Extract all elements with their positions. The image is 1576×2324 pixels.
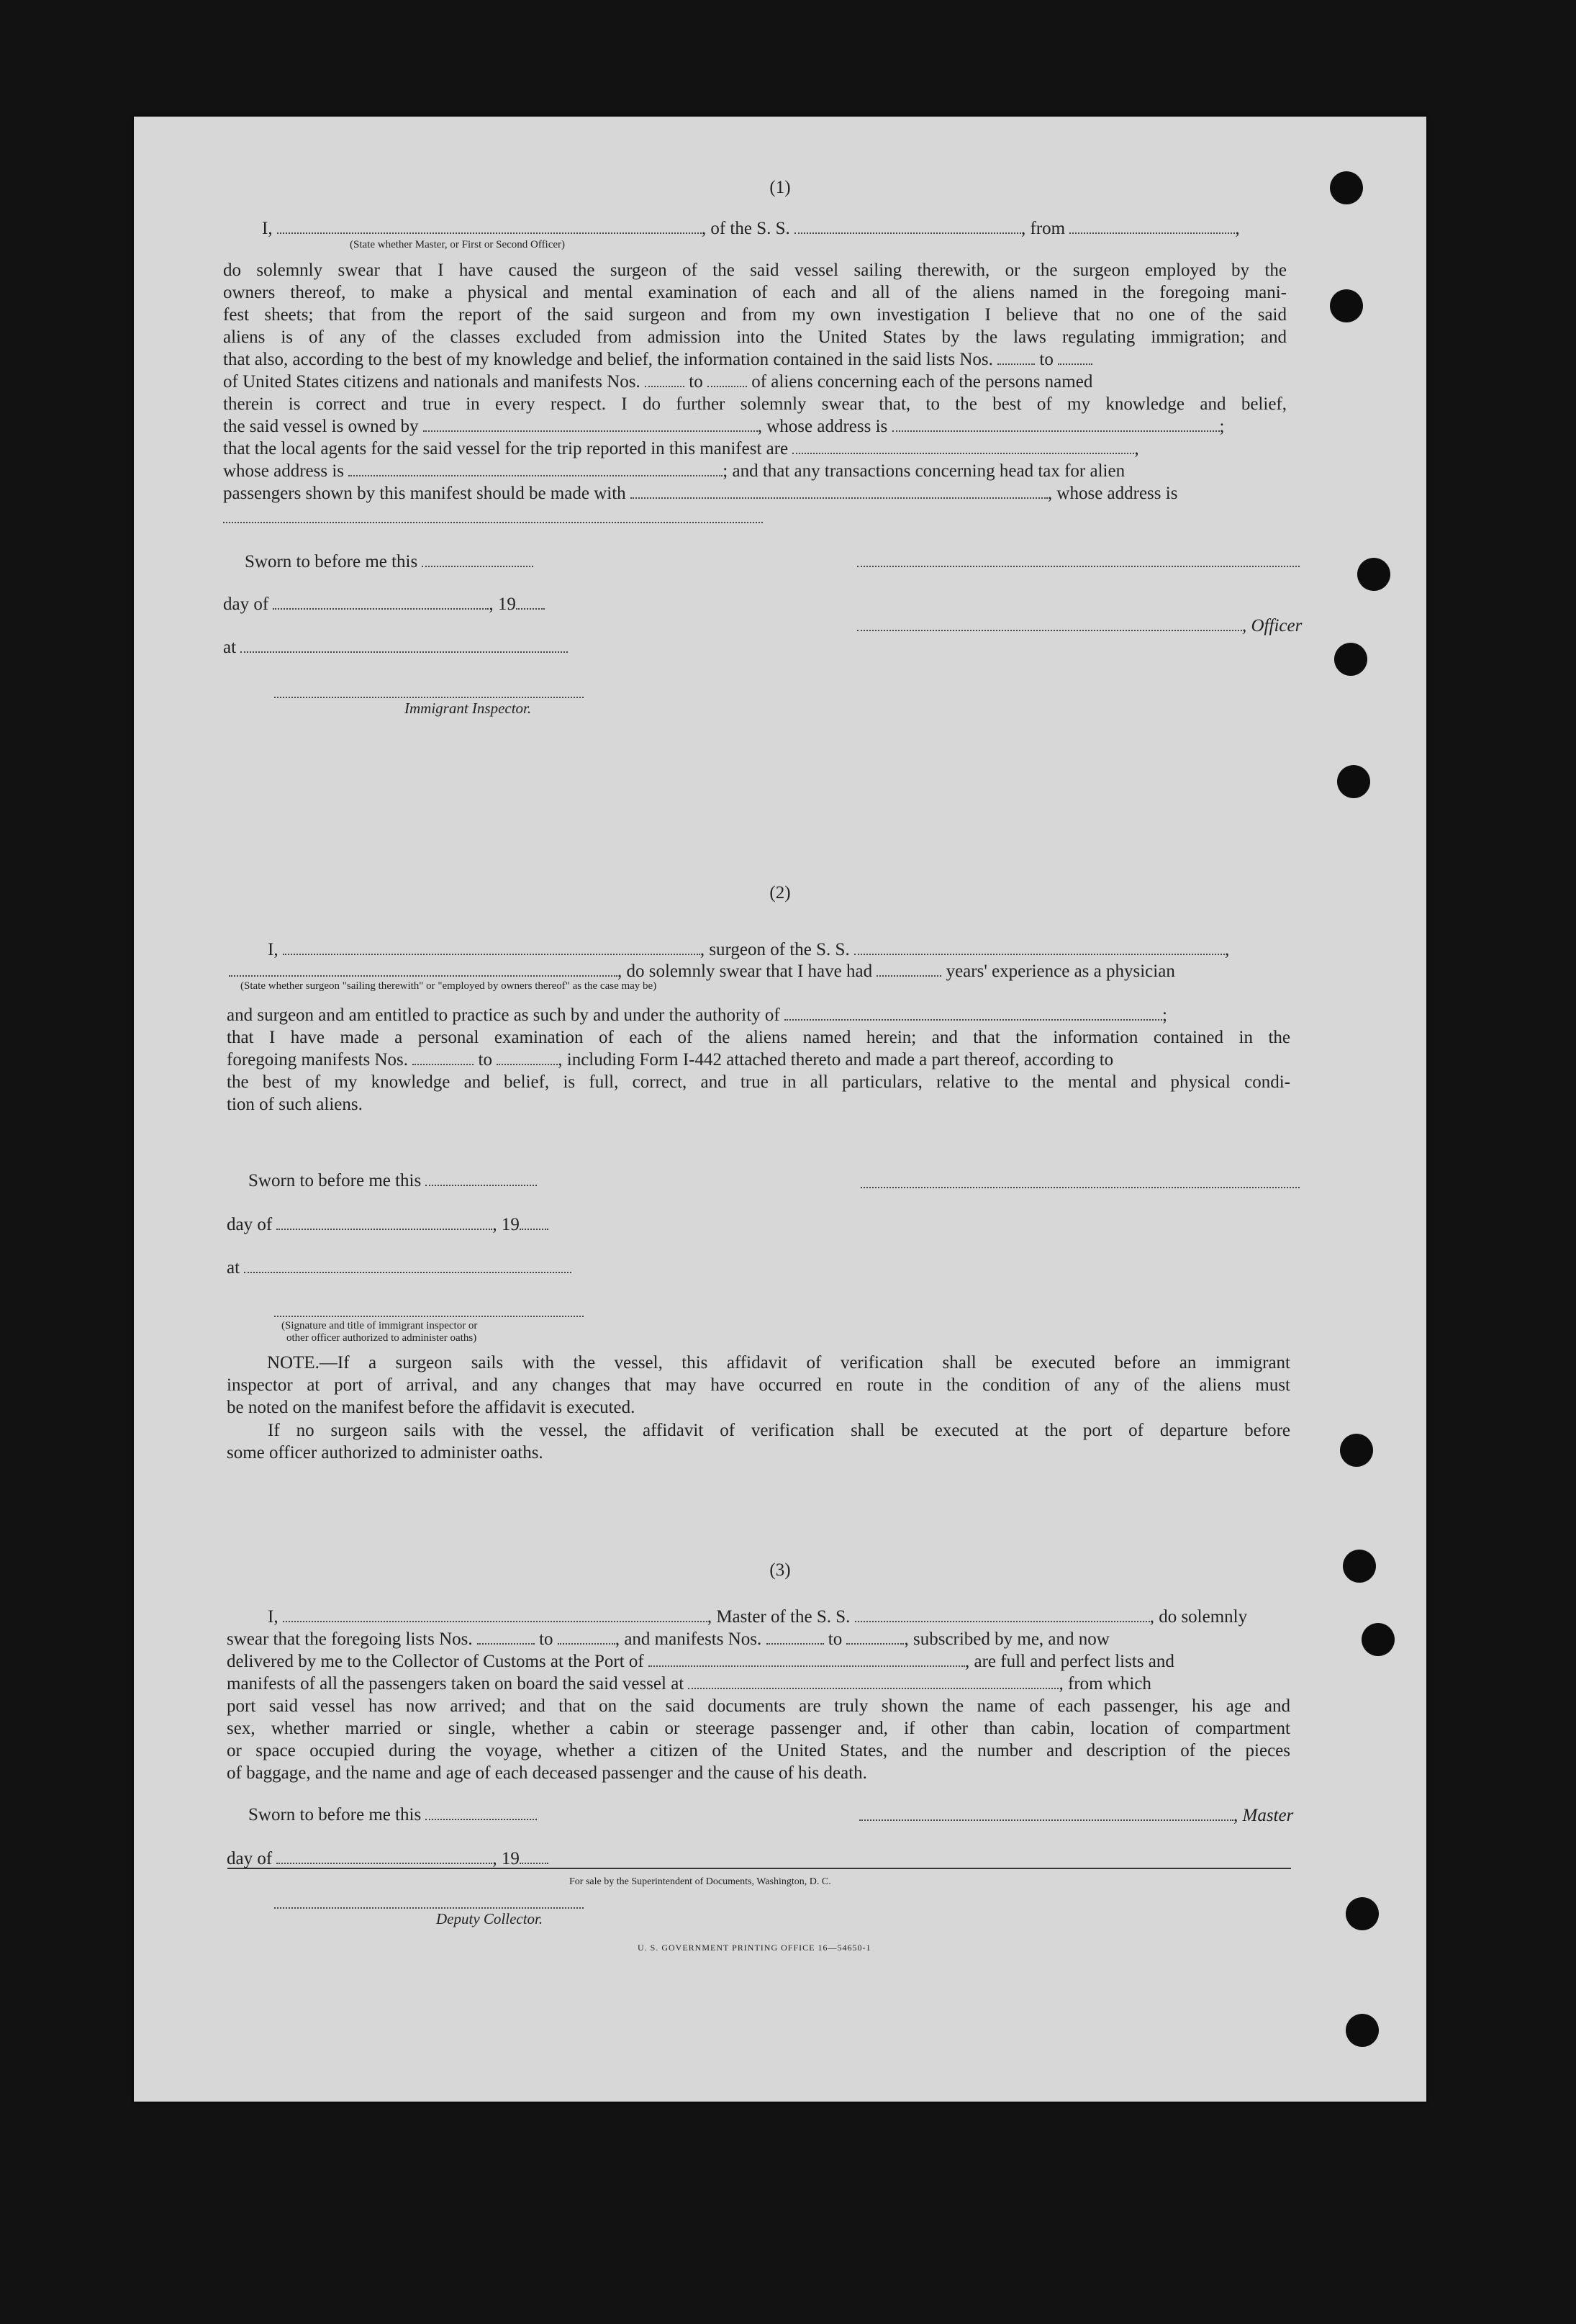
s2-inspector-signature-line[interactable] bbox=[274, 1316, 584, 1317]
s2-day-field[interactable] bbox=[276, 1214, 492, 1230]
s3-collector-caption: Deputy Collector. bbox=[436, 1910, 543, 1927]
s3-master-signature-field[interactable] bbox=[859, 1805, 1233, 1821]
s3-sworn: Sworn to before me this bbox=[248, 1804, 537, 1826]
s2-caption: (State whether surgeon "sailing therewith" or "employed by owners thereof" as the case may be) bbox=[240, 980, 657, 992]
agents-address-field[interactable] bbox=[348, 461, 723, 476]
s1-body-2: owners thereof, to make a physical and mental examination of each and all of the aliens named in the foregoing mani- bbox=[223, 283, 1287, 302]
form-bottom-rule bbox=[227, 1868, 1291, 1869]
binder-hole-5 bbox=[1337, 765, 1370, 798]
binder-hole-9 bbox=[1346, 1897, 1379, 1930]
s3-boarding-port-field[interactable] bbox=[688, 1673, 1059, 1689]
s3-body-1: port said vessel has now arrived; and that on the said documents are truly shown the name of each passenger, his age and bbox=[227, 1696, 1290, 1716]
binder-hole-6 bbox=[1340, 1434, 1373, 1467]
head-tax-address-field[interactable] bbox=[223, 522, 763, 523]
s3-sworn-date-field[interactable] bbox=[425, 1804, 537, 1820]
s3-port-field[interactable] bbox=[648, 1651, 965, 1667]
s1-officer-signature-line[interactable] bbox=[857, 566, 1300, 567]
s2-sigcap-1: (Signature and title of immigrant inspector or bbox=[281, 1320, 478, 1331]
s1-caption: (State whether Master, or First or Second Officer) bbox=[350, 239, 566, 250]
s2-note-1: NOTE.—If a surgeon sails with the vessel, this affidavit of verification shall be executed before an immigrant bbox=[267, 1353, 1290, 1373]
owner-address-field[interactable] bbox=[892, 416, 1220, 432]
section-3-number: (3) bbox=[769, 1560, 791, 1580]
s1-body-10: whose address is ; and that any transactions concerning head tax for alien bbox=[223, 461, 1126, 481]
s2-note-3: be noted on the manifest before the affidavit is executed. bbox=[227, 1398, 635, 1417]
s2-line-6: the best of my knowledge and belief, is full, correct, and true in all particulars, relative to the mental and physical condi- bbox=[227, 1072, 1290, 1092]
s3-collector-signature-line[interactable] bbox=[274, 1907, 584, 1909]
s1-body-1: do solemnly swear that I have caused the surgeon of the said vessel sailing therewith, or the surgeon employed by the bbox=[223, 261, 1287, 280]
s2-note-2: inspector at port of arrival, and any changes that may have occurred en route in the condition of any of the aliens must bbox=[227, 1375, 1290, 1395]
s3-line-1: I, , Master of the S. S. , do solemnly bbox=[268, 1607, 1248, 1627]
s1-body-5: that also, according to the best of my knowledge and belief, the information contained in the said lists Nos. to bbox=[223, 348, 1092, 371]
s2-line-5: foregoing manifests Nos. to , including Form I-442 attached thereto and made a part thereof, according to bbox=[227, 1050, 1114, 1070]
surgeon-name-field[interactable] bbox=[283, 939, 700, 955]
s3-manifests-to-field[interactable] bbox=[846, 1629, 904, 1645]
officer-name-field[interactable] bbox=[277, 218, 702, 234]
s1-body-6: of United States citizens and nationals and manifests Nos. to of aliens concerning each of the persons named bbox=[223, 372, 1093, 392]
sale-notice: For sale by the Superintendent of Documents, Washington, D. C. bbox=[569, 1876, 831, 1887]
manifests-to-field[interactable] bbox=[707, 371, 747, 387]
s1-body-8: the said vessel is owned by , whose address is ; bbox=[223, 417, 1225, 436]
s2-line-4: that I have made a personal examination of each of the aliens named herein; and that the information contained in the bbox=[227, 1028, 1290, 1047]
s1-officer-line: , Officer bbox=[857, 615, 1302, 637]
from-port-field[interactable] bbox=[1069, 218, 1235, 234]
s2-manifests-to-field[interactable] bbox=[497, 1049, 558, 1065]
binder-hole-4 bbox=[1334, 643, 1367, 676]
s2-manifests-from-field[interactable] bbox=[412, 1049, 474, 1065]
s1-body-11: passengers shown by this manifest should be made with , whose address is bbox=[223, 484, 1178, 503]
s2-note-4: If no surgeon sails with the vessel, the affidavit of verification shall be executed at the port of departure before bbox=[268, 1421, 1290, 1440]
s3-lists-to-field[interactable] bbox=[558, 1629, 615, 1645]
s2-surgeon-signature-line[interactable] bbox=[861, 1187, 1300, 1188]
s3-body-4: of baggage, and the name and age of each deceased passenger and the cause of his death. bbox=[227, 1763, 867, 1783]
s1-officer-title-field[interactable] bbox=[857, 615, 1242, 631]
s3-day: day of , 19 bbox=[227, 1848, 548, 1870]
s1-body-7: therein is correct and true in every respect. I do further solemnly swear that, to the best of my knowledge and belief, bbox=[223, 394, 1287, 414]
s1-at: at bbox=[223, 636, 568, 659]
local-agents-field[interactable] bbox=[792, 438, 1134, 454]
vessel-owner-field[interactable] bbox=[423, 416, 758, 432]
s2-day: day of , 19 bbox=[227, 1213, 548, 1236]
years-experience-field[interactable] bbox=[877, 961, 941, 977]
lists-to-field[interactable] bbox=[1058, 349, 1092, 365]
s1-body-9: that the local agents for the said vessel for the trip reported in this manifest are , bbox=[223, 439, 1139, 458]
s3-manifests-from-field[interactable] bbox=[766, 1629, 824, 1645]
binder-hole-3 bbox=[1357, 558, 1390, 591]
manifests-from-field[interactable] bbox=[645, 371, 684, 387]
s1-day: day of , 19 bbox=[223, 593, 545, 615]
s2-note-5: some officer authorized to administer oaths. bbox=[227, 1443, 543, 1462]
s3-day-field[interactable] bbox=[276, 1848, 492, 1864]
s2-sworn-date-field[interactable] bbox=[425, 1170, 537, 1186]
s2-at: at bbox=[227, 1257, 571, 1279]
s2-sworn-text: Sworn to before me this bbox=[248, 1170, 537, 1192]
s3-lists-from-field[interactable] bbox=[477, 1629, 535, 1645]
s2-place-field[interactable] bbox=[244, 1257, 571, 1273]
s2-line-7: tion of such aliens. bbox=[227, 1095, 363, 1114]
s2-line-1b: I, , surgeon of the S. S. , bbox=[268, 940, 1230, 959]
binder-hole-10 bbox=[1346, 2014, 1379, 2047]
s3-vessel-field[interactable] bbox=[855, 1606, 1150, 1622]
s3-body-2: sex, whether married or single, whether a cabin or steerage passenger and, if other than cabin, location of compartment bbox=[227, 1719, 1290, 1738]
s1-body-3: fest sheets; that from the report of the said surgeon and from my own investigation I believe that no one of the said bbox=[223, 305, 1287, 325]
s3-body-3: or space occupied during the voyage, whether a citizen of the United States, and the number and description of the pieces bbox=[227, 1741, 1290, 1760]
s3-line-3: delivered by me to the Collector of Customs at the Port of , are full and perfect lists and bbox=[227, 1652, 1174, 1671]
gpo-imprint: U. S. GOVERNMENT PRINTING OFFICE 16—54650-1 bbox=[638, 1943, 871, 1953]
binder-hole-2 bbox=[1330, 289, 1363, 322]
s1-day-field[interactable] bbox=[273, 594, 489, 610]
s1-sworn: Sworn to before me this bbox=[245, 551, 533, 573]
s2-line-3: and surgeon and am entitled to practice as such by and under the authority of ; bbox=[227, 1005, 1167, 1025]
section-1-number: (1) bbox=[769, 178, 791, 197]
s1-line-1: I, , of the S. S. , from , bbox=[262, 219, 1240, 238]
manifest-back-sheet bbox=[134, 117, 1426, 2102]
s1-place-field[interactable] bbox=[240, 637, 568, 653]
s1-body-4: aliens is of any of the classes excluded from admission into the United States by the laws regulating immigration; and bbox=[223, 327, 1287, 347]
s2-vessel-field[interactable] bbox=[854, 939, 1225, 955]
s1-year-field[interactable] bbox=[516, 594, 545, 610]
s3-year-field[interactable] bbox=[520, 1848, 548, 1864]
s3-line-2: swear that the foregoing lists Nos. to , and manifests Nos. to , subscribed by me, and now bbox=[227, 1629, 1110, 1649]
s3-line-4: manifests of all the passengers taken on board the said vessel at , from which bbox=[227, 1674, 1151, 1694]
s3-master-line: , Master bbox=[859, 1804, 1293, 1827]
head-tax-contact-field[interactable] bbox=[630, 483, 1048, 499]
binder-hole-8 bbox=[1362, 1623, 1395, 1656]
s1-inspector-signature-line[interactable] bbox=[274, 697, 584, 698]
vessel-name-field[interactable] bbox=[794, 218, 1021, 234]
s1-sworn-date-field[interactable] bbox=[422, 551, 533, 567]
s1-inspector-caption: Immigrant Inspector. bbox=[404, 700, 532, 717]
s3-master-name-field[interactable] bbox=[283, 1606, 707, 1622]
s2-line-2: , do solemnly swear that I have had years' experience as a physician bbox=[229, 960, 1175, 982]
section-2-number: (2) bbox=[769, 883, 791, 903]
surgeon-status-field[interactable] bbox=[229, 961, 617, 977]
s2-sigcap-2: other officer authorized to administer oaths) bbox=[286, 1332, 477, 1344]
lists-from-field[interactable] bbox=[997, 349, 1035, 365]
practice-authority-field[interactable] bbox=[784, 1005, 1162, 1021]
s2-year-field[interactable] bbox=[520, 1214, 548, 1230]
